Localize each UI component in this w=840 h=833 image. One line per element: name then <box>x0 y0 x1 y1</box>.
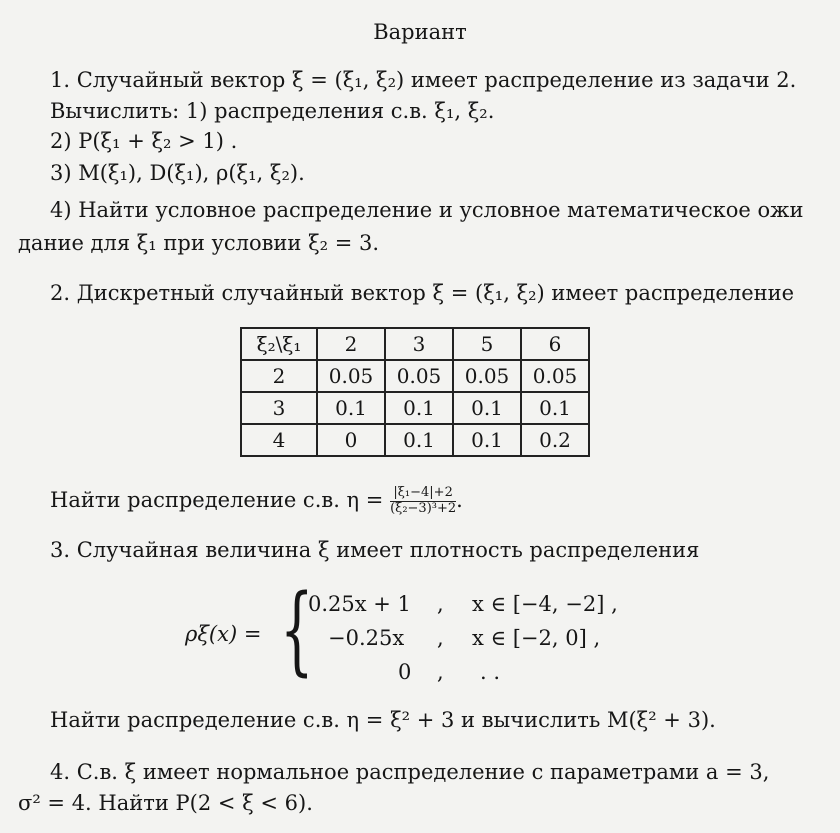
table-cell: 0.1 <box>453 392 521 424</box>
table-row <box>241 392 589 424</box>
table-cell: 0.05 <box>317 360 385 392</box>
fraction-numerator: |ξ₁−4|+2 <box>390 486 456 502</box>
table-row-label: 4 <box>241 424 317 456</box>
case-3-expr: 0 <box>398 660 412 684</box>
case-2-sep: , <box>437 626 444 650</box>
table-cell: 0.1 <box>453 424 521 456</box>
task1-line5: 4) Найти условное распределение и условное математическое ожи <box>50 198 804 222</box>
task4-line2: σ² = 4. Найти P(2 < ξ < 6). <box>18 791 313 815</box>
density-lhs: ρξ(x) = <box>185 622 262 646</box>
table-cell: 0.05 <box>521 360 589 392</box>
task2-find-prefix: Найти распределение с.в. η = <box>50 487 384 512</box>
task3-line1: 3. Случайная величина ξ имеет плотность распределения <box>50 538 700 562</box>
task1-line4: 3) M(ξ₁), D(ξ₁), ρ(ξ₁, ξ₂). <box>50 161 305 185</box>
table-header-cell: 5 <box>453 328 521 360</box>
case-1-expr: 0.25x + 1 <box>308 592 411 616</box>
table-corner-cell: ξ₂\ξ₁ <box>241 328 317 360</box>
fraction-denominator: (ξ₂−3)³+2 <box>390 500 457 516</box>
table-cell: 0.1 <box>385 424 453 456</box>
task1-line6: дание для ξ₁ при условии ξ₂ = 3. <box>18 231 380 255</box>
case-1-cond: x ∈ [−4, −2] , <box>472 592 618 616</box>
case-2-expr: −0.25x <box>328 626 405 650</box>
table-cell: 0 <box>317 424 385 456</box>
table-cell: 0.05 <box>385 360 453 392</box>
task2-find <box>50 486 463 517</box>
eta-fraction <box>390 486 456 517</box>
case-1-sep: , <box>437 592 444 616</box>
page-title: Вариант <box>373 20 467 44</box>
task2-line1: 2. Дискретный случайный вектор ξ = (ξ₁, ξ₂) имеет распределение <box>50 281 795 305</box>
task3-find: Найти распределение с.в. η = ξ² + 3 и вычислить M(ξ² + 3). <box>50 708 716 732</box>
table-row <box>241 360 589 392</box>
table-header-cell: 2 <box>317 328 385 360</box>
task1-line3: 2) P(ξ₁ + ξ₂ > 1) . <box>50 129 238 153</box>
task4-line1: 4. С.в. ξ имеет нормальное распределение с параметрами a = 3, <box>50 760 770 784</box>
table-header-cell: 3 <box>385 328 453 360</box>
case-3-cond: . . <box>480 660 501 684</box>
table-cell: 0.1 <box>521 392 589 424</box>
table-cell: 0.2 <box>521 424 589 456</box>
left-brace: { <box>280 574 314 686</box>
table-cell: 0.05 <box>453 360 521 392</box>
distribution-table <box>240 327 590 457</box>
table-row-label: 2 <box>241 360 317 392</box>
case-2-cond: x ∈ [−2, 0] , <box>472 626 601 650</box>
task1-line1: 1. Случайный вектор ξ = (ξ₁, ξ₂) имеет распределение из задачи 2. <box>50 68 797 92</box>
table-header-row <box>241 328 589 360</box>
table-header-cell: 6 <box>521 328 589 360</box>
table-row-label: 3 <box>241 392 317 424</box>
task2-find-suffix: . <box>456 487 463 512</box>
table-cell: 0.1 <box>317 392 385 424</box>
table-row <box>241 424 589 456</box>
table-cell: 0.1 <box>385 392 453 424</box>
task1-line2: Вычислить: 1) распределения с.в. ξ₁, ξ₂. <box>50 99 495 123</box>
case-3-sep: , <box>437 660 444 684</box>
